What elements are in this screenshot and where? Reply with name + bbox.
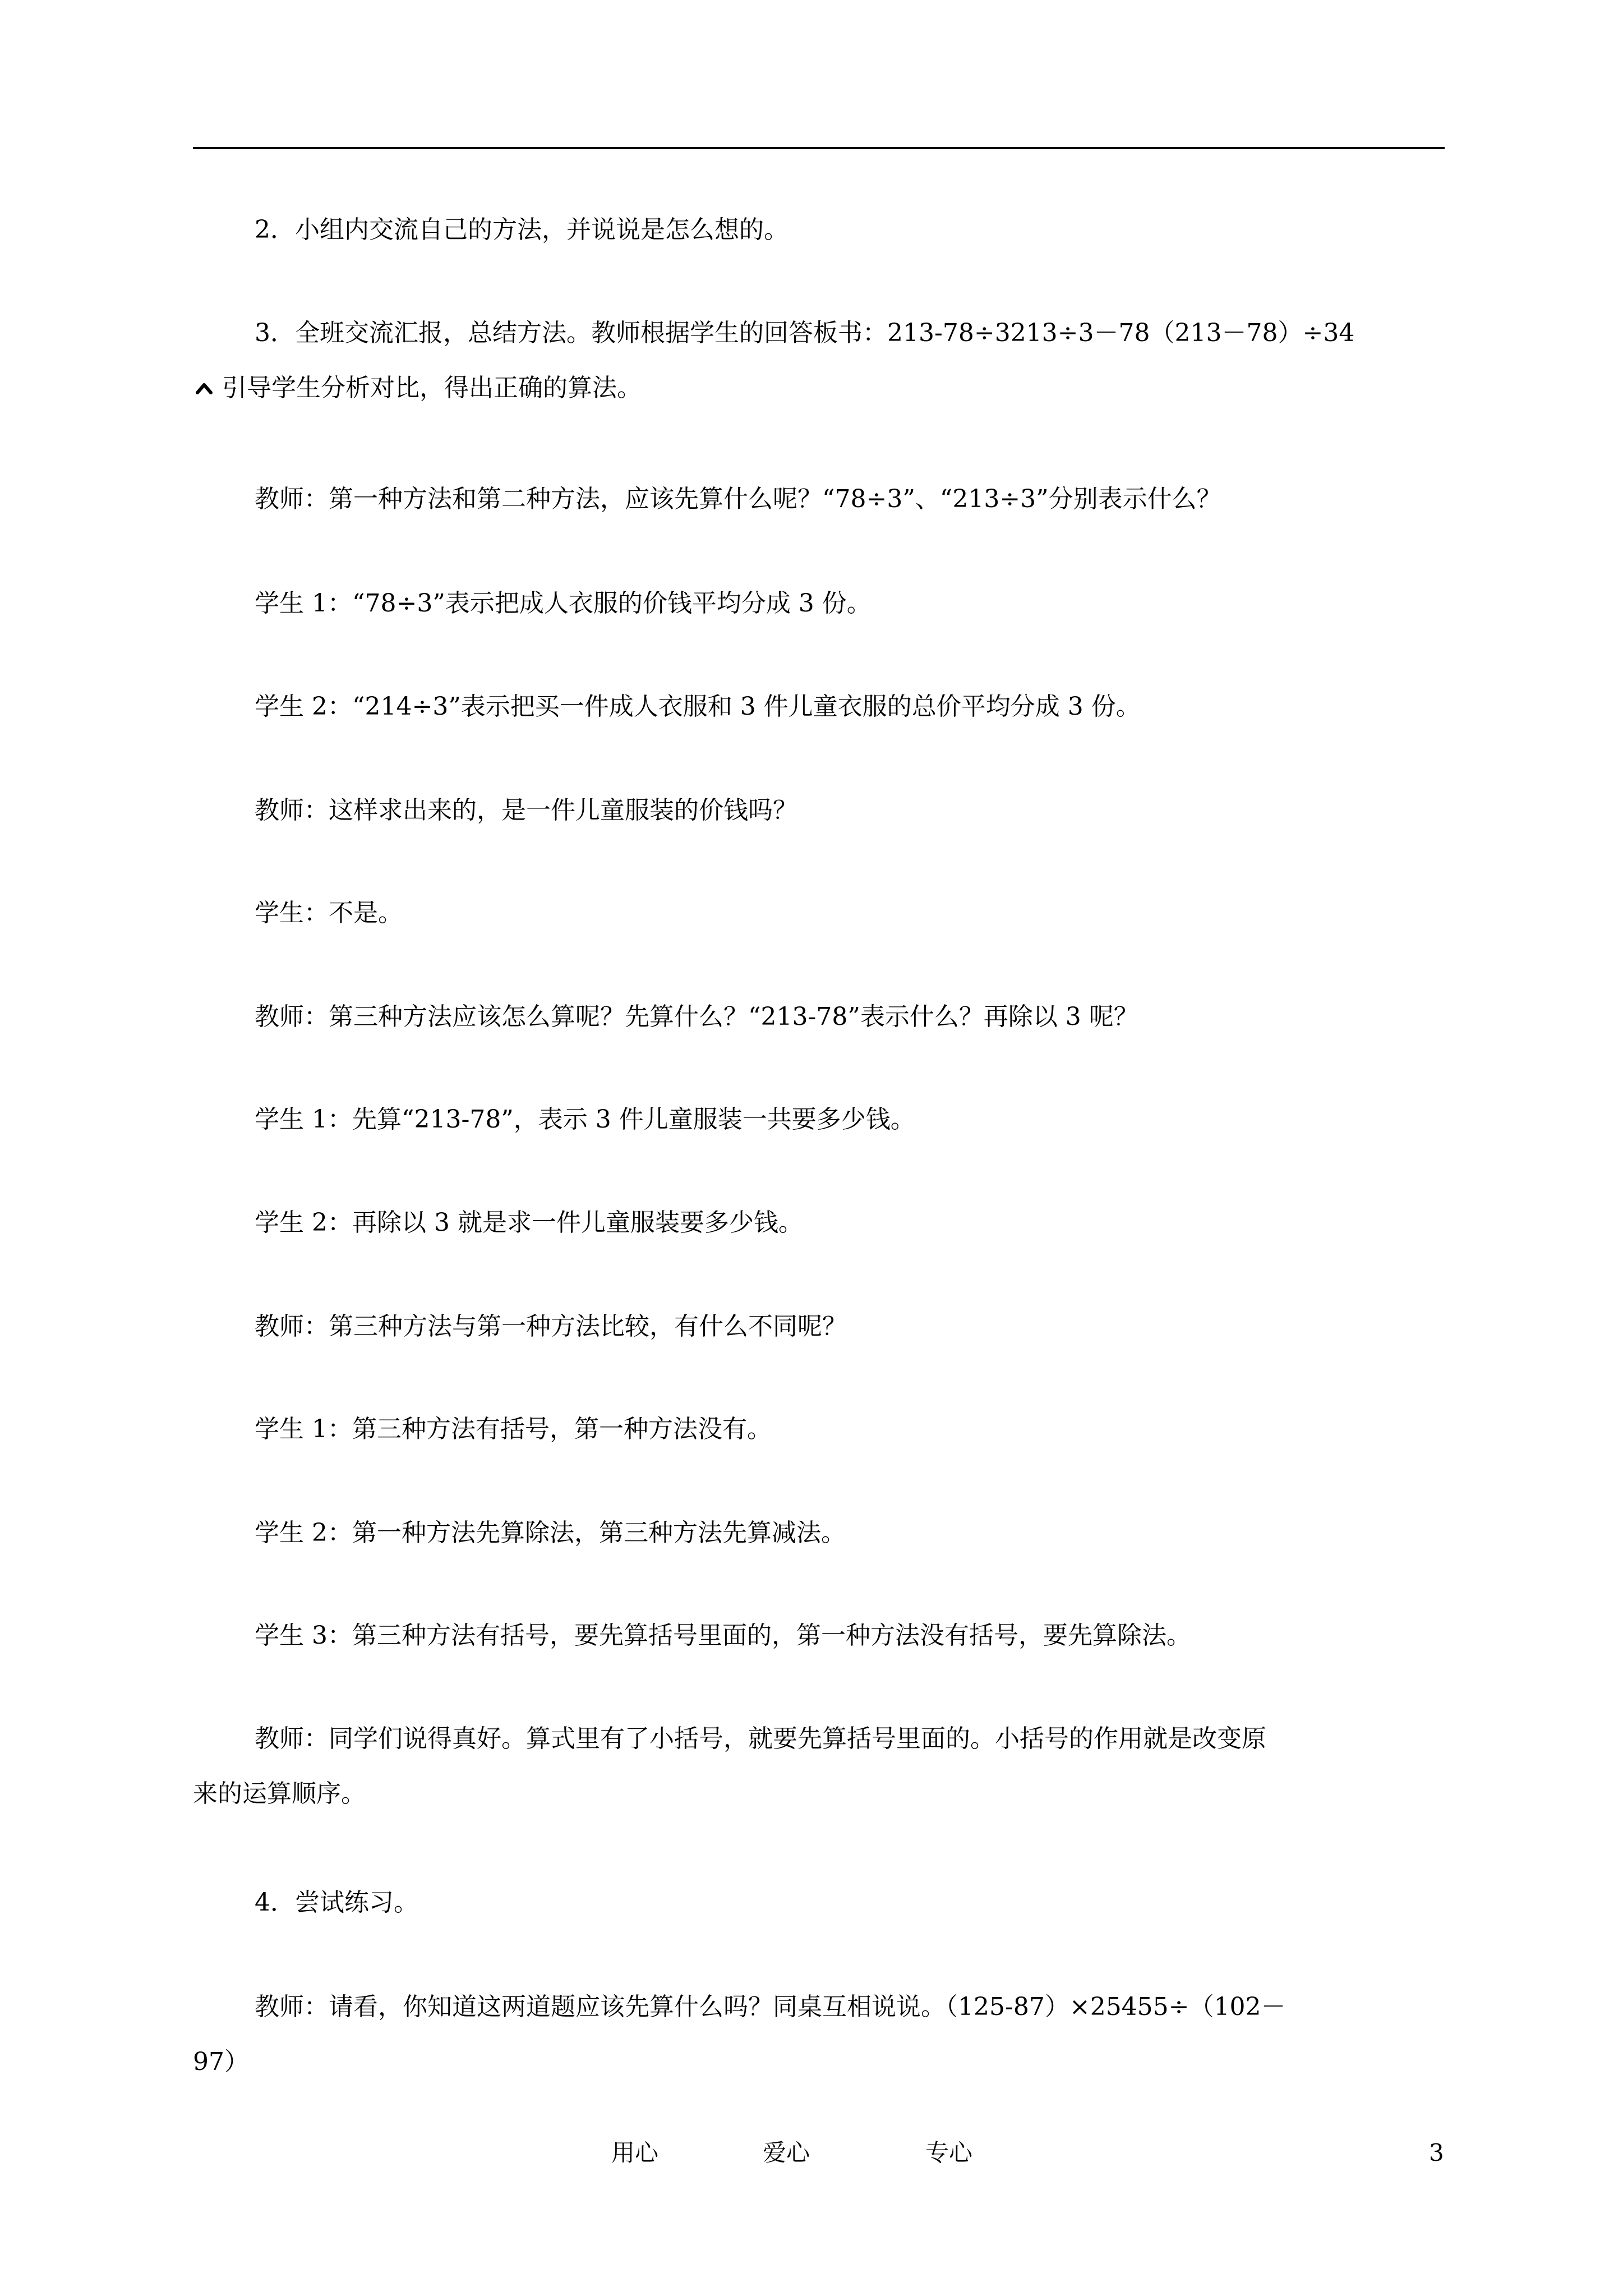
teacher-practice-prompt: 教师：请看，你知道这两道题应该先算什么吗？同桌互相说说。（125-87）×25455÷（102－ [255, 1993, 1286, 2021]
teacher-summary: 教师：同学们说得真好。算式里有了小括号，就要先算括号里面的。小括号的作用就是改变原 [255, 1724, 1266, 1753]
caret-up-icon [193, 377, 215, 399]
student-1-answer-2: 学生 1：先算“213-78”，表示 3 件儿童服装一共要多少钱。 [255, 1105, 915, 1134]
header-rule [193, 147, 1445, 149]
footer-motto-2: 爱心 [763, 2139, 810, 2166]
student-1-answer-3: 学生 1：第三种方法有括号，第一种方法没有。 [255, 1415, 772, 1443]
student-2-answer-2: 学生 2：再除以 3 就是求一件儿童服装要多少钱。 [255, 1208, 803, 1237]
student-answer: 学生：不是。 [255, 899, 403, 927]
student-2-answer: 学生 2：“214÷3”表示把买一件成人衣服和 3 件儿童衣服的总价平均分成 3 份。 [255, 692, 1141, 721]
paragraph-step-4: 4．尝试练习。 [255, 1888, 418, 1917]
teacher-question-3: 教师：第三种方法应该怎么算呢？先算什么？“213-78”表示什么？再除以 3 呢？ [255, 1002, 1138, 1031]
teacher-question-4: 教师：第三种方法与第一种方法比较，有什么不同呢？ [255, 1312, 847, 1341]
paragraph-step-3-continued: 引导学生分析对比，得出正确的算法。 [222, 374, 642, 402]
teacher-summary-continued: 来的运算顺序。 [193, 1779, 366, 1808]
teacher-question-1: 教师：第一种方法和第二种方法，应该先算什么呢？“78÷3”、“213÷3”分别表示什么？ [255, 485, 1221, 513]
footer-motto-1: 用心 [611, 2139, 659, 2166]
student-3-answer: 学生 3：第三种方法有括号，要先算括号里面的，第一种方法没有括号，要先算除法。 [255, 1621, 1191, 1650]
student-2-answer-3: 学生 2：第一种方法先算除法，第三种方法先算减法。 [255, 1519, 846, 1547]
student-1-answer: 学生 1：“78÷3”表示把成人衣服的价钱平均分成 3 份。 [255, 589, 872, 618]
paragraph-step-3: 3．全班交流汇报，总结方法。教师根据学生的回答板书：213-78÷3213÷3－78（213－78）÷34 [255, 319, 1355, 347]
footer-motto-3: 专心 [925, 2139, 973, 2166]
page-number: 3 [1429, 2139, 1444, 2166]
teacher-question-2: 教师：这样求出来的，是一件儿童服装的价钱吗？ [255, 796, 797, 825]
teacher-practice-prompt-continued: 97） [193, 2047, 249, 2076]
paragraph-step-2: 2．小组内交流自己的方法，并说说是怎么想的。 [255, 215, 789, 244]
